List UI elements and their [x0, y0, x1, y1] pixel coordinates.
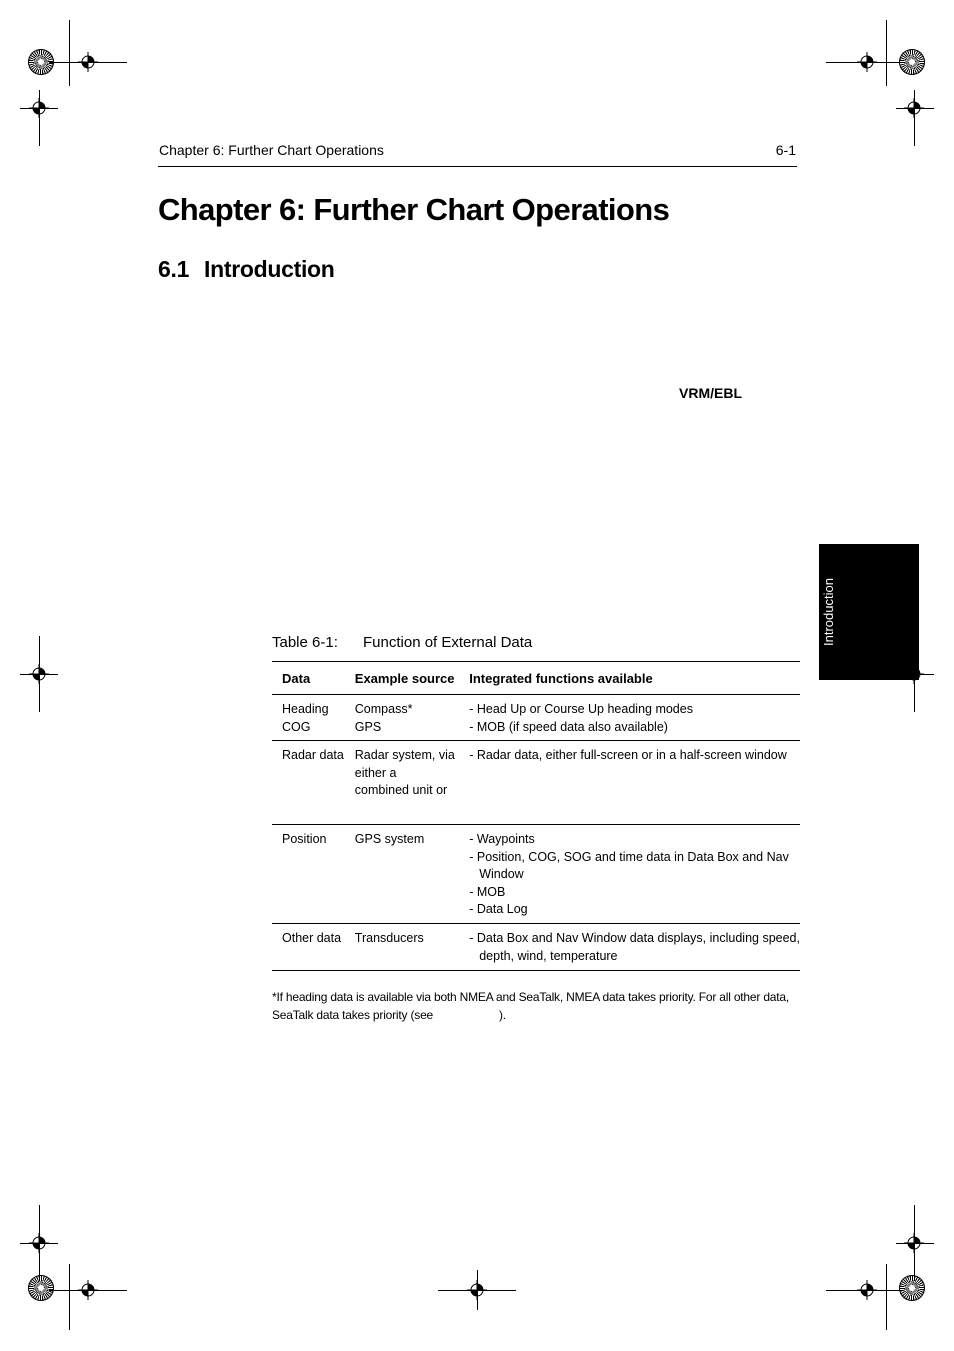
cell-functions	[469, 825, 800, 924]
cell-line: Window	[479, 867, 524, 881]
column-header-source: Example source	[355, 662, 469, 695]
vrm-ebl-term: VRM/EBL	[679, 385, 742, 401]
footnote-line-2	[272, 1006, 812, 1024]
crop-mark-line	[69, 20, 70, 86]
crop-mark-line	[39, 1205, 40, 1281]
table-header-row	[272, 662, 800, 695]
cell-line: - Data Log	[469, 902, 528, 916]
color-rosette-icon	[899, 1275, 925, 1301]
chapter-title: Chapter 6: Further Chart Operations	[158, 192, 670, 227]
crop-mark-line	[914, 90, 915, 146]
cell-line: - MOB	[469, 884, 506, 899]
cell-line: Other data	[282, 931, 342, 945]
cell-line: Compass*	[354, 702, 413, 716]
cell-line: - Head Up or Course Up heading modes	[469, 702, 693, 716]
cell-line: COG	[282, 719, 311, 734]
cell-line: - Waypoints	[469, 832, 535, 846]
footnote-line-1: *If heading data is available via both NMEA and SeaTalk, NMEA data takes priority. For all other data,	[272, 990, 790, 1004]
cell-line: Radar data	[282, 748, 344, 762]
crop-mark-line	[39, 90, 40, 146]
cell-line: either a	[354, 765, 397, 780]
crop-mark-line	[896, 108, 934, 109]
table-footnote	[272, 988, 812, 1024]
table-caption-number: Table 6-1:	[272, 634, 338, 651]
table-row	[272, 741, 800, 825]
crop-mark-line	[39, 636, 40, 712]
cell-functions	[469, 741, 800, 825]
crop-mark-line	[896, 1243, 934, 1244]
cell-source	[355, 741, 469, 825]
column-header-functions: Integrated functions available	[469, 662, 800, 695]
cell-line: Position	[282, 832, 327, 846]
table-row	[272, 825, 800, 924]
crop-mark-line	[826, 62, 904, 63]
section-heading	[158, 256, 335, 283]
cell-line: - Radar data, either full-screen or in a half-screen window	[469, 748, 787, 762]
external-data-table	[272, 661, 800, 971]
column-header-data: Data	[272, 662, 355, 695]
cell-data	[272, 924, 355, 971]
cell-line: Heading	[282, 702, 329, 716]
table-row	[272, 924, 800, 971]
cell-line: depth, wind, temperature	[479, 948, 618, 963]
table-caption	[272, 634, 532, 651]
cell-line	[355, 800, 469, 818]
table-body	[272, 695, 800, 971]
cell-source	[355, 695, 469, 741]
side-tab-label: Introduction	[821, 578, 836, 646]
header-rule	[158, 166, 797, 167]
table-row	[272, 695, 800, 741]
crop-mark-line	[69, 1264, 70, 1330]
section-title: Introduction	[204, 256, 335, 282]
crop-mark-line	[886, 20, 887, 86]
crop-mark-line	[826, 1290, 904, 1291]
footnote-line-2-end: ).	[499, 1008, 506, 1022]
section-number: 6.1	[158, 256, 190, 282]
crop-mark-line	[886, 1264, 887, 1330]
crop-mark-line	[49, 1290, 127, 1291]
color-rosette-icon	[28, 1275, 54, 1301]
side-thumb-tab	[819, 544, 919, 680]
cell-data	[272, 825, 355, 924]
footnote-line-2-start: SeaTalk data takes priority (see	[272, 1008, 434, 1022]
cell-line: GPS	[354, 719, 382, 734]
cell-data	[272, 741, 355, 825]
cell-line: - Position, COG, SOG and time data in Data Box and Nav	[469, 849, 789, 864]
cell-source	[355, 924, 469, 971]
cell-line: - MOB (if speed data also available)	[469, 719, 668, 734]
running-head: Chapter 6: Further Chart Operations	[159, 142, 384, 158]
cell-source	[355, 825, 469, 924]
cell-line: GPS system	[354, 832, 425, 846]
crop-mark-line	[914, 1205, 915, 1281]
cell-functions	[469, 695, 800, 741]
cell-line: - Data Box and Nav Window data displays, including speed,	[469, 931, 800, 945]
cell-line: combined unit or	[354, 783, 448, 797]
cell-functions	[469, 924, 800, 971]
crop-mark-line	[49, 62, 127, 63]
crop-mark-line	[477, 1270, 478, 1310]
table-caption-title: Function of External Data	[363, 634, 533, 651]
cell-data	[272, 695, 355, 741]
page-number: 6-1	[775, 142, 796, 158]
cell-line: Transducers	[354, 931, 424, 945]
cell-line: Radar system, via	[354, 748, 455, 762]
